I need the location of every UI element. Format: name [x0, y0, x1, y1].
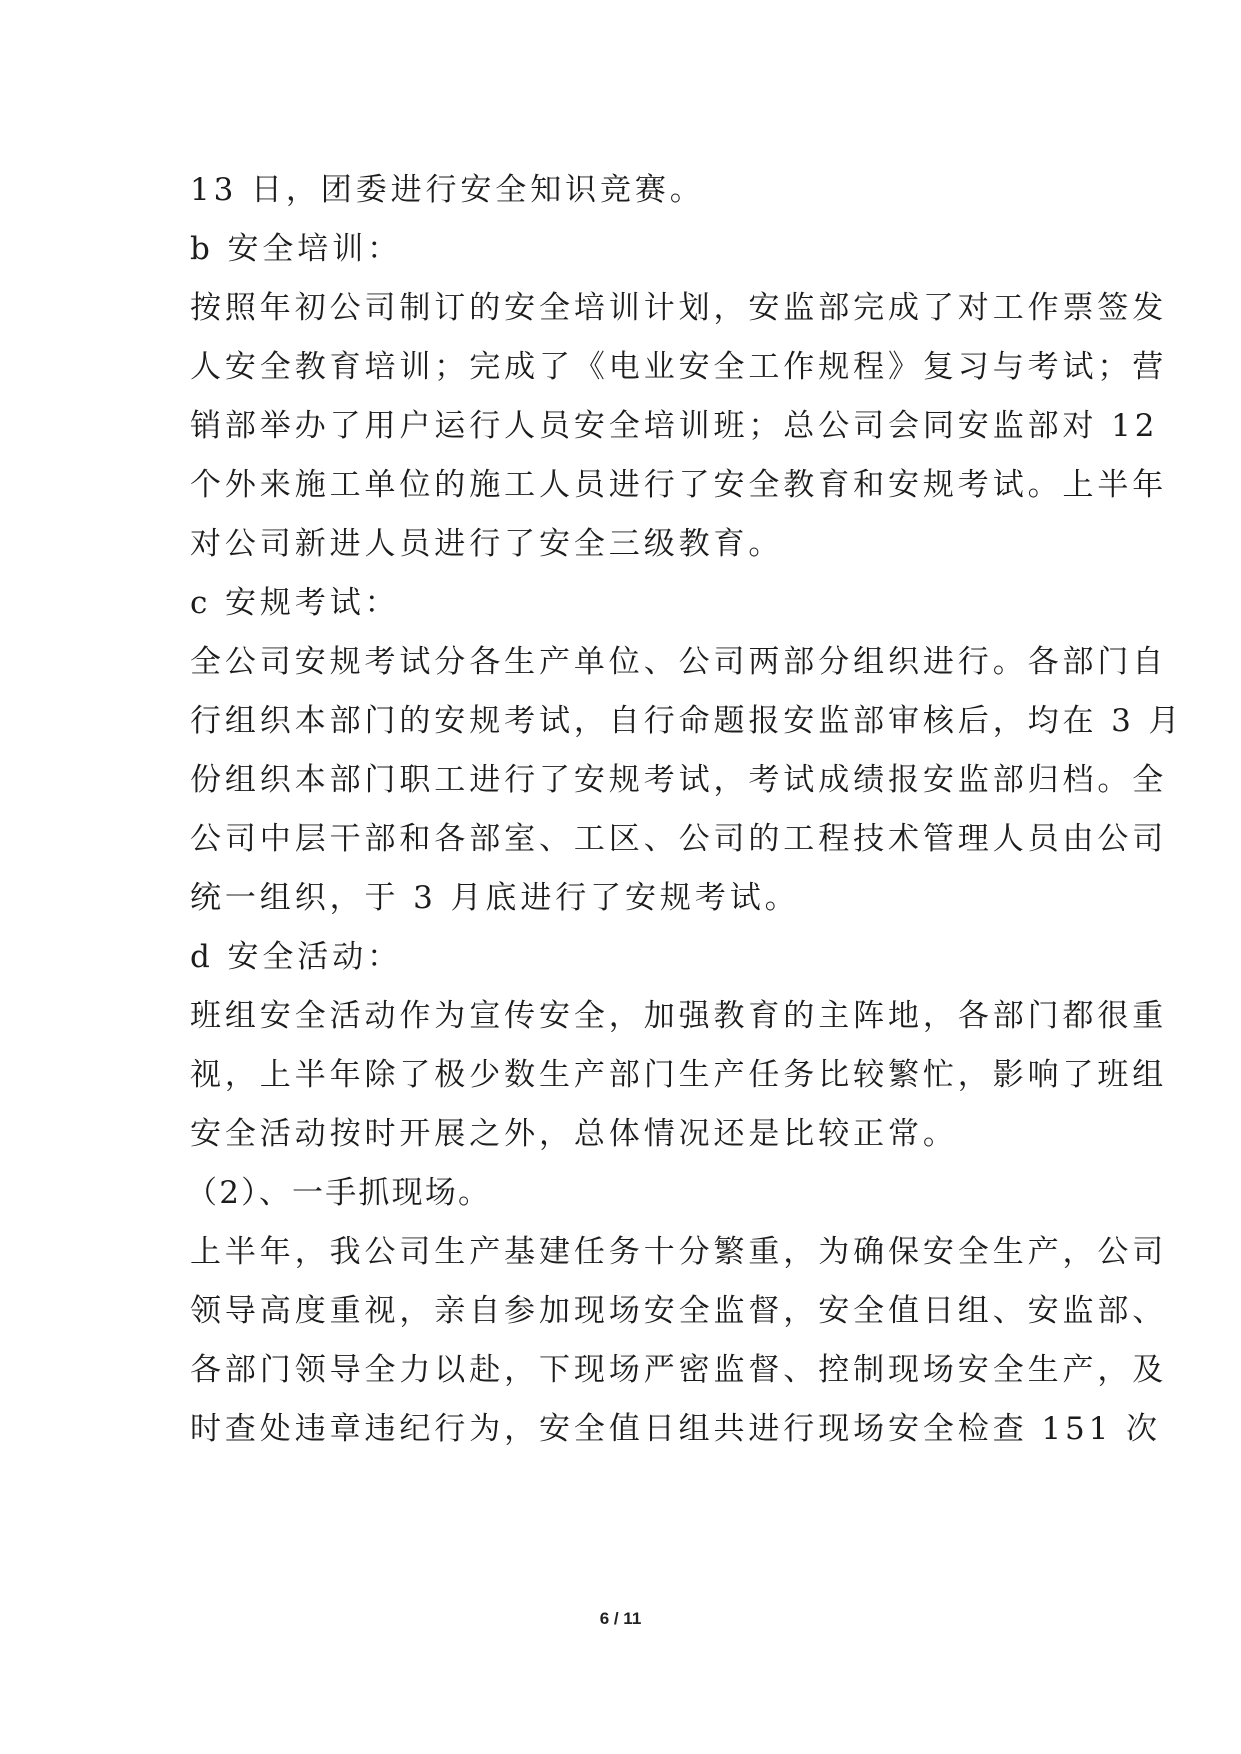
text-line: 视，上半年除了极少数生产部门生产任务比较繁忙，影响了班组 [190, 1057, 1168, 1093]
text-line: 全公司安规考试分各生产单位、公司两部分组织进行。各部门自 [190, 644, 1168, 680]
text-line: 安全活动按时开展之外，总体情况还是比较正常。 [190, 1116, 958, 1152]
section-heading-b: b 安全培训： [190, 231, 402, 267]
text-line: 对公司新进人员进行了安全三级教育。 [190, 526, 784, 562]
text-line: 13 日，团委进行安全知识竞赛。 [190, 172, 705, 208]
text-line: 上半年，我公司生产基建任务十分繁重，为确保安全生产，公司 [190, 1234, 1168, 1270]
section-heading-c: c 安规考试： [190, 585, 400, 621]
text-line: 个外来施工单位的施工人员进行了安全教育和安规考试。上半年 [190, 467, 1168, 503]
text-line: 时查处违章违纪行为，安全值日组共进行现场安全检查 151 次 [190, 1411, 1161, 1447]
text-line: 公司中层干部和各部室、工区、公司的工程技术管理人员由公司 [190, 821, 1168, 857]
text-line: 销部举办了用户运行人员安全培训班；总公司会同安监部对 12 [190, 408, 1159, 444]
page-number: 6 / 11 [599, 1609, 642, 1628]
text-line: 各部门领导全力以赴，下现场严密监督、控制现场安全生产，及 [190, 1352, 1168, 1388]
text-line: 份组织本部门职工进行了安规考试，考试成绩报安监部归档。全 [190, 762, 1168, 798]
text-line: 行组织本部门的安规考试，自行命题报安监部审核后，均在 3 月 [190, 703, 1184, 739]
text-line: 按照年初公司制订的安全培训计划，安监部完成了对工作票签发 [190, 290, 1168, 326]
section-heading-d: d 安全活动： [190, 939, 402, 975]
text-line: 统一组织，于 3 月底进行了安规考试。 [190, 880, 800, 916]
section-heading-2: （2）、一手抓现场。 [186, 1175, 492, 1211]
text-line: 领导高度重视，亲自参加现场安全监督，安全值日组、安监部、 [190, 1293, 1168, 1329]
text-line: 人安全教育培训；完成了《电业安全工作规程》复习与考试；营 [190, 349, 1168, 385]
text-line: 班组安全活动作为宣传安全，加强教育的主阵地，各部门都很重 [190, 998, 1168, 1034]
